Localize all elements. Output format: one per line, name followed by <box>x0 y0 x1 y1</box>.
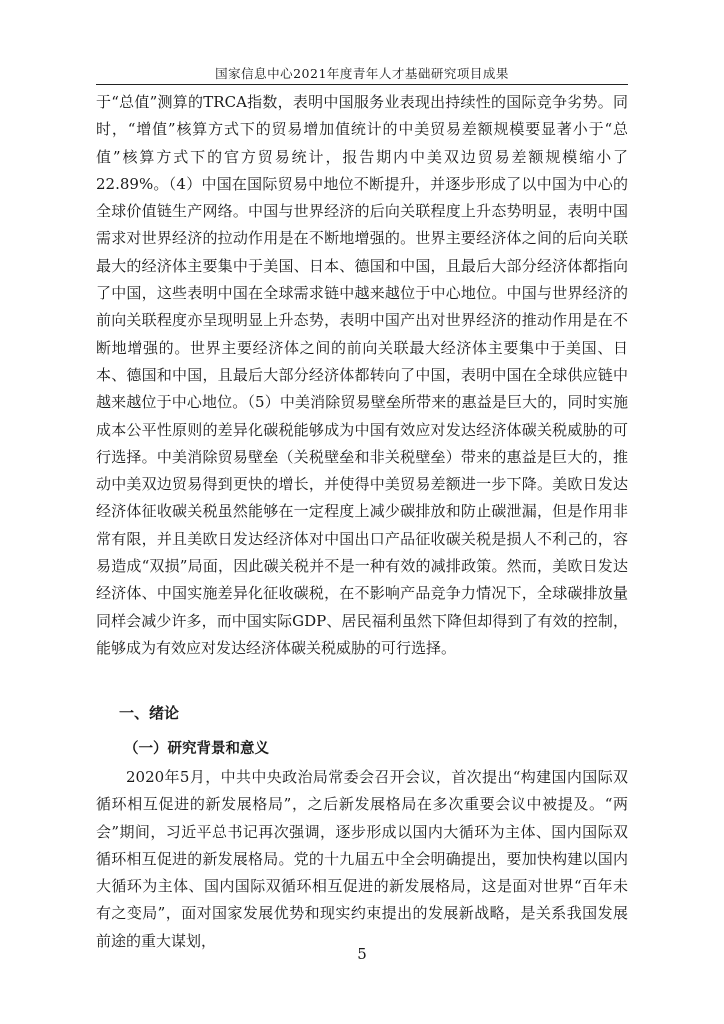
section-heading: 一、绪论 <box>119 704 180 722</box>
page-number: 5 <box>357 945 367 963</box>
running-header: 国家信息中心2021年度青年人才基础研究项目成果 <box>215 66 509 81</box>
header-divider <box>96 84 628 85</box>
body-paragraph-1: 于“总值”测算的TRCA指数，表明中国服务业表现出持续性的国际竞争劣势。同时，“增值”核算方式下的贸易增加值统计的中美贸易差额规模要显著小于“总值”核算方式下的官方贸易统计，报告期内中美双边贸易差额规模缩小了22.89%。（4）中国在国际贸易中地位不断提升，并逐步形成了以中国为中心的全球价值链生产网络。中国与世界经济的后向关联程度上升态势明显，表明中国需求对世界经济的拉动作用是在不断地增强的。世界主要经济体之间的后向关联最大的经济体主要集中于美国、日本、德国和中国，且最后大部分经济体都指向了中国，这些表明中国在全球需求链中越来越位于中心地位。中国与世界经济的前向关联程度亦呈现明显上升态势，表明中国产出对世界经济的推动作用是在不断地增强的。世界主要经济体之间的前向关联最大经济体主要集中于美国、日本、德国和中国，且最后大部分经济体都转向了中国，表明中国在全球供应链中越来越位于中心地位。（5）中美消除贸易壁垒所带来的惠益是巨大的，同时实施成本公平性原则的差异化碳税能够成为中国有效应对发达经济体碳关税威胁的可行选择。中美消除贸易壁垒（关税壁垒和非关税壁垒）带来的惠益是巨大的，推动中美双边贸易得到更快的增长，并使得中美贸易差额进一步下降。美欧日发达经济体征收碳关税虽然能够在一定程度上减少碳排放和防止碳泄漏，但是作用非常有限，并且美欧日发达经济体对中国出口产品征收碳关税是损人不利己的，容易造成“双损”局面，因此碳关税并不是一种有效的减排政策。然而，美欧日发达经济体、中国实施差异化征收碳税，在不影响产品竞争力情况下，全球碳排放量同样会减少许多，而中国实际GDP、居民福利虽然下降但却得到了有效的控制，能够成为有效应对发达经济体碳关税威胁的可行选择。 <box>96 93 628 657</box>
body-paragraph-2: 2020年5月，中共中央政治局常委会召开会议，首次提出“构建国内国际双循环相互促进的新发展格局”，之后新发展格局在多次重要会议中被提及。“两会”期间，习近平总书记再次强调，逐步形成以国内大循环为主体、国内国际双循环相互促进的新发展格局。党的十九届五中全会明确提出，要加快构建以国内大循环为主体、国内国际双循环相互促进的新发展格局，这是面对世界“百年未有之变局”，面对国家发展优势和现实约束提出的发展新战略，是关系我国发展前途的重大谋划， <box>96 768 628 950</box>
subsection-heading: （一）研究背景和意义 <box>124 740 269 757</box>
